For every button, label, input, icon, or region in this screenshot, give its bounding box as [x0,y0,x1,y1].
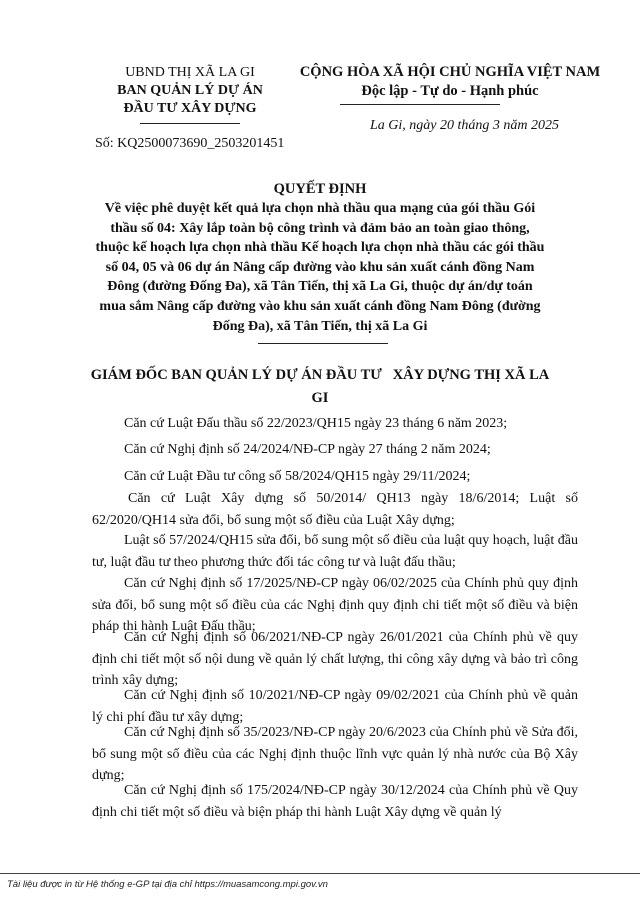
legal-basis: Căn cứ Nghị định số 06/2021/NĐ-CP ngày 26/01/2021 của Chính phủ về quy định chi tiết một số nội dung về quản lý chất lượng, thi công xây dựng và bảo trì công trình xây dựng; [92,630,578,688]
legal-basis: Căn cứ Nghị định số 24/2024/NĐ-CP ngày 27 tháng 2 năm 2024; [124,442,491,457]
legal-basis: Căn cứ Nghị định số 175/2024/NĐ-CP ngày 30/12/2024 của Chính phủ về Quy định chi tiết một số điều và biện pháp thi hành Luật Xây dựng về quản lý [92,783,578,820]
issuing-authority [80,364,560,410]
subject-line: thầu số 04: Xây lắp toàn bộ công trình và đảm bảo an toàn giao thông, [110,220,530,236]
nation-name: CỘNG HÒA XÃ HỘI CHỦ NGHĨA VIỆT NAM [299,64,601,80]
decision-title: QUYẾT ĐỊNH [273,181,367,197]
subject-line: Về việc phê duyệt kết quả lựa chọn nhà thầu qua mạng của gói thầu Gói [104,201,536,216]
legal-basis: Căn cứ Luật Đấu thầu số 22/2023/QH15 ngày 23 tháng 6 năm 2023; [124,416,508,431]
footer-divider [0,873,640,874]
legal-basis: Căn cứ Nghị định số 17/2025/NĐ-CP ngày 06/02/2025 của Chính phủ quy định sửa đổi, bổ sung một số điều của các Nghị định quy định chi tiết một số điều và biện pháp thi hành Luật Đấu thầu; [92,576,578,634]
agency-parent: UBND THỊ XÃ LA GI [125,65,255,80]
subject-underline [258,343,388,344]
subject-line: thuộc kế hoạch lựa chọn nhà thầu Kế hoạch lựa chọn nhà thầu các gói thầu [95,240,545,256]
footer-source-note: Tài liệu được in từ Hệ thống e-GP tại địa chỉ https://muasamcong.mpi.gov.vn [7,879,328,890]
subject-line: mua sắm Nâng cấp đường vào khu sản xuất cánh đồng Nam Đông (đường [99,298,541,314]
issuing-agency-block [85,64,295,118]
motto-underline [340,104,500,105]
legal-basis: Căn cứ Luật Đầu tư công số 58/2024/QH15 ngày 29/11/2024; [124,469,471,484]
national-motto: Độc lập - Tự do - Hạnh phúc [361,83,539,99]
agency-name-line1: BAN QUẢN LÝ DỰ ÁN [117,83,263,98]
document-number: Số: KQ2500073690_2503201451 [95,136,285,151]
subject-line: số 04, 05 và 06 dự án Nâng cấp đường vào khu sản xuất cánh đồng Nam [105,259,535,275]
authority-line: GI [311,390,329,406]
decision-subject [60,199,580,336]
legal-basis: Căn cứ Nghị định số 35/2023/NĐ-CP ngày 20/6/2023 của Chính phủ về Sửa đổi, bổ sung một số điều của các Nghị định thuộc lĩnh vực quản lý nhà nước của Bộ Xây dựng; [92,725,578,783]
authority-line: GIÁM ĐỐC BAN QUẢN LÝ DỰ ÁN ĐẦU TƯ XÂY DỰNG THỊ XÃ LA [90,367,550,383]
legal-basis: Căn cứ Nghị định số 10/2021/NĐ-CP ngày 09/02/2021 của Chính phủ về quản lý chi phí đầu tư xây dựng; [92,688,578,725]
agency-name-line2: ĐẦU TƯ XÂY DỰNG [123,101,257,116]
agency-underline [140,123,240,124]
legal-basis: Luật số 57/2024/QH15 sửa đổi, bổ sung một số điều của luật quy hoạch, luật đầu tư, luật đầu tư theo phương thức đối tác công tư và luật đấu thầu; [92,533,578,570]
place-and-date: La Gi, ngày 20 tháng 3 năm 2025 [370,118,559,133]
subject-line: Đông (đường Đống Đa), xã Tân Tiến, thị xã La Gi, thuộc dự án/dự toán [107,279,533,295]
subject-line: Đống Đa), xã Tân Tiến, thị xã La Gi [212,318,428,334]
national-header-block [285,63,615,101]
legal-basis: Căn cứ Luật Xây dựng số 50/2014/ QH13 ngày 18/6/2014; Luật số 62/2020/QH14 sửa đổi, bổ sung một số điều của Luật Xây dựng; [92,491,578,528]
